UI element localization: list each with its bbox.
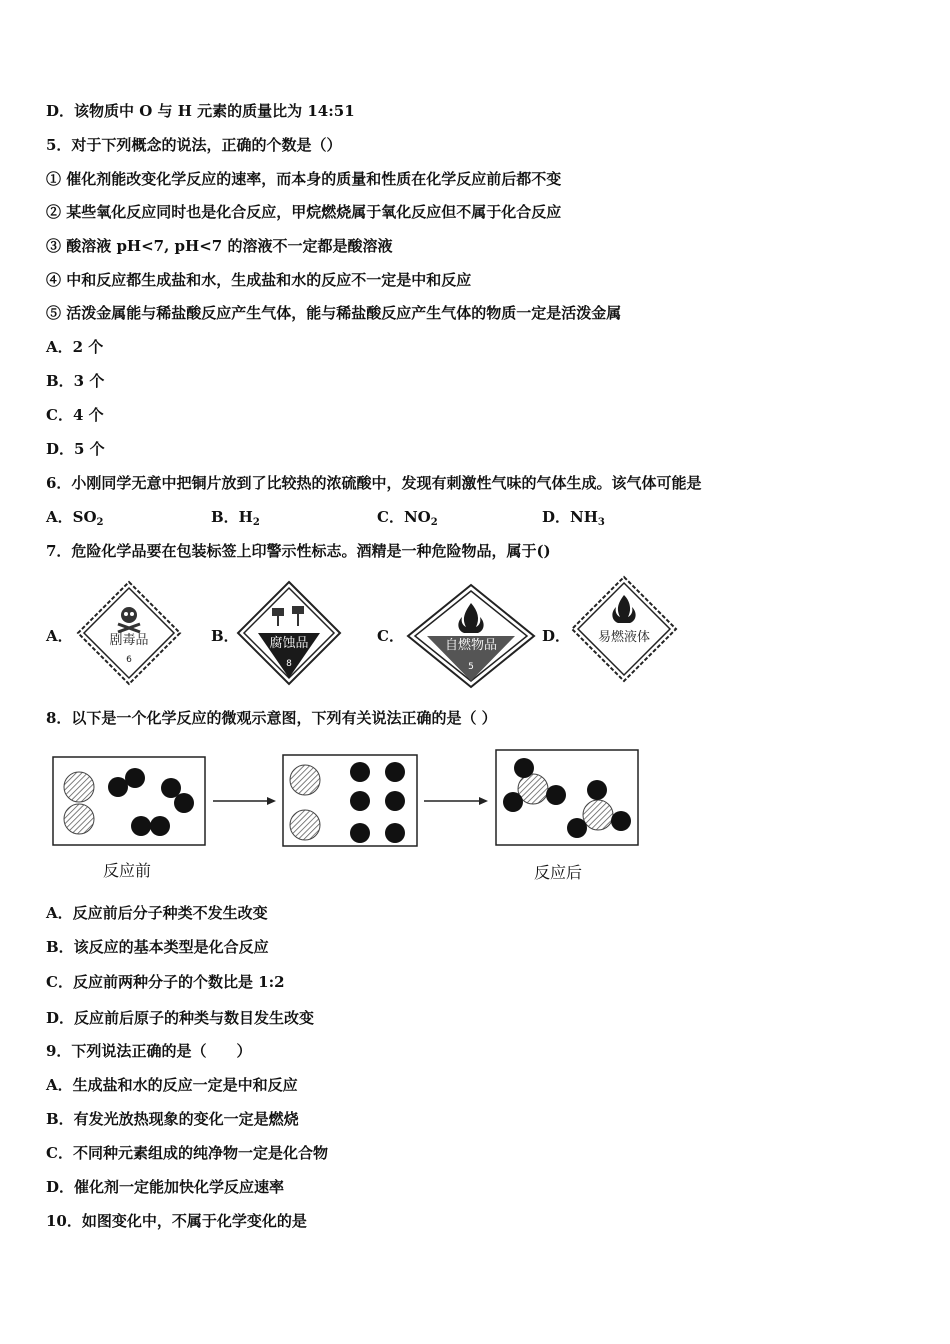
q8-stem: 8．以下是一个化学反应的微观示意图，下列有关说法正确的是（ ） bbox=[46, 709, 497, 727]
q7-stem: 7．危险化学品要在包装标签上印警示性标志。酒精是一种危险物品，属于() bbox=[46, 542, 551, 560]
q8-option-b: B．该反应的基本类型是化合反应 bbox=[46, 938, 269, 956]
q9-option-b: B．有发光放热现象的变化一定是燃烧 bbox=[46, 1110, 299, 1128]
q5-statement-5: ⑤ 活泼金属能与稀盐酸反应产生气体，能与稀盐酸反应产生气体的物质一定是活泼金属 bbox=[46, 304, 622, 322]
q5-statement-4: ④ 中和反应都生成盐和水，生成盐和水的反应不一定是中和反应 bbox=[46, 271, 472, 289]
q5-statement-1: ① 催化剂能改变化学反应的速率，而本身的质量和性质在化学反应前后都不变 bbox=[46, 170, 562, 188]
q7-option-b-label: B． bbox=[211, 627, 239, 645]
corrosive-sign-text: 腐蚀品 bbox=[269, 636, 309, 651]
q9-option-a: A．生成盐和水的反应一定是中和反应 bbox=[46, 1076, 298, 1094]
toxic-sign-number: 6 bbox=[126, 655, 132, 665]
spontaneous-sign-text: 自燃物品 bbox=[444, 638, 498, 653]
q8-option-a: A．反应前后分子种类不发生改变 bbox=[46, 904, 268, 922]
q8-option-d: D．反应前后原子的种类与数目发生改变 bbox=[46, 1009, 315, 1027]
q8-option-c: C．反应前两种分子的个数比是 1:2 bbox=[46, 973, 285, 991]
before-caption: 反应前 bbox=[103, 861, 152, 880]
before-box bbox=[53, 757, 205, 845]
q5-option-b: B．3 个 bbox=[46, 372, 105, 390]
q6-option-c: C．$NO_2$ bbox=[377, 508, 438, 528]
q6-option-a: A．$SO_2$ bbox=[46, 508, 104, 528]
q5-option-c: C．4 个 bbox=[46, 406, 104, 424]
spontaneous-sign-number: 5 bbox=[468, 662, 474, 672]
arrow-icon bbox=[424, 797, 488, 805]
corrosive-sign bbox=[236, 580, 342, 686]
after-caption: 反应后 bbox=[534, 863, 583, 882]
q7-option-d-label: D． bbox=[542, 627, 571, 645]
q9-option-d: D．催化剂一定能加快化学反应速率 bbox=[46, 1178, 285, 1196]
middle-box bbox=[283, 755, 417, 846]
arrow-icon bbox=[213, 797, 276, 805]
q9-stem: 9．下列说法正确的是（ ） bbox=[46, 1042, 252, 1060]
q5-option-a: A．2 个 bbox=[46, 338, 104, 356]
q5-stem: 5．对于下列概念的说法，正确的个数是（） bbox=[46, 136, 342, 154]
q6-stem: 6．小刚同学无意中把铜片放到了比较热的浓硫酸中，发现有刺激性气味的气体生成。该气体可能是 bbox=[46, 474, 702, 492]
after-box bbox=[496, 750, 638, 845]
flammable-liquid-sign bbox=[570, 575, 678, 683]
q6-option-d: D．$NH_3$ bbox=[542, 508, 605, 528]
q5-option-d: D．5 个 bbox=[46, 440, 105, 458]
toxic-sign bbox=[76, 580, 182, 686]
spontaneous-combustion-sign bbox=[406, 583, 536, 689]
q7-option-c-label: C． bbox=[377, 627, 404, 645]
q5-statement-3: ③ 酸溶液 pH<7, pH<7 的溶液不一定都是酸溶液 bbox=[46, 237, 393, 255]
corrosive-sign-number: 8 bbox=[286, 659, 292, 669]
q10-stem: 10．如图变化中，不属于化学变化的是 bbox=[46, 1212, 307, 1230]
flammable-sign-text: 易燃液体 bbox=[597, 630, 651, 645]
q4-option-d: D．该物质中 O 与 H 元素的质量比为 14:51 bbox=[46, 102, 355, 120]
toxic-sign-text: 剧毒品 bbox=[109, 633, 149, 648]
q5-statement-2: ② 某些氧化反应同时也是化合反应，甲烷燃烧属于氧化反应但不属于化合反应 bbox=[46, 203, 562, 221]
q9-option-c: C．不同种元素组成的纯净物一定是化合物 bbox=[46, 1144, 328, 1162]
q6-option-b: B．$H_2$ bbox=[211, 508, 260, 528]
q7-option-a-label: A． bbox=[46, 627, 73, 645]
